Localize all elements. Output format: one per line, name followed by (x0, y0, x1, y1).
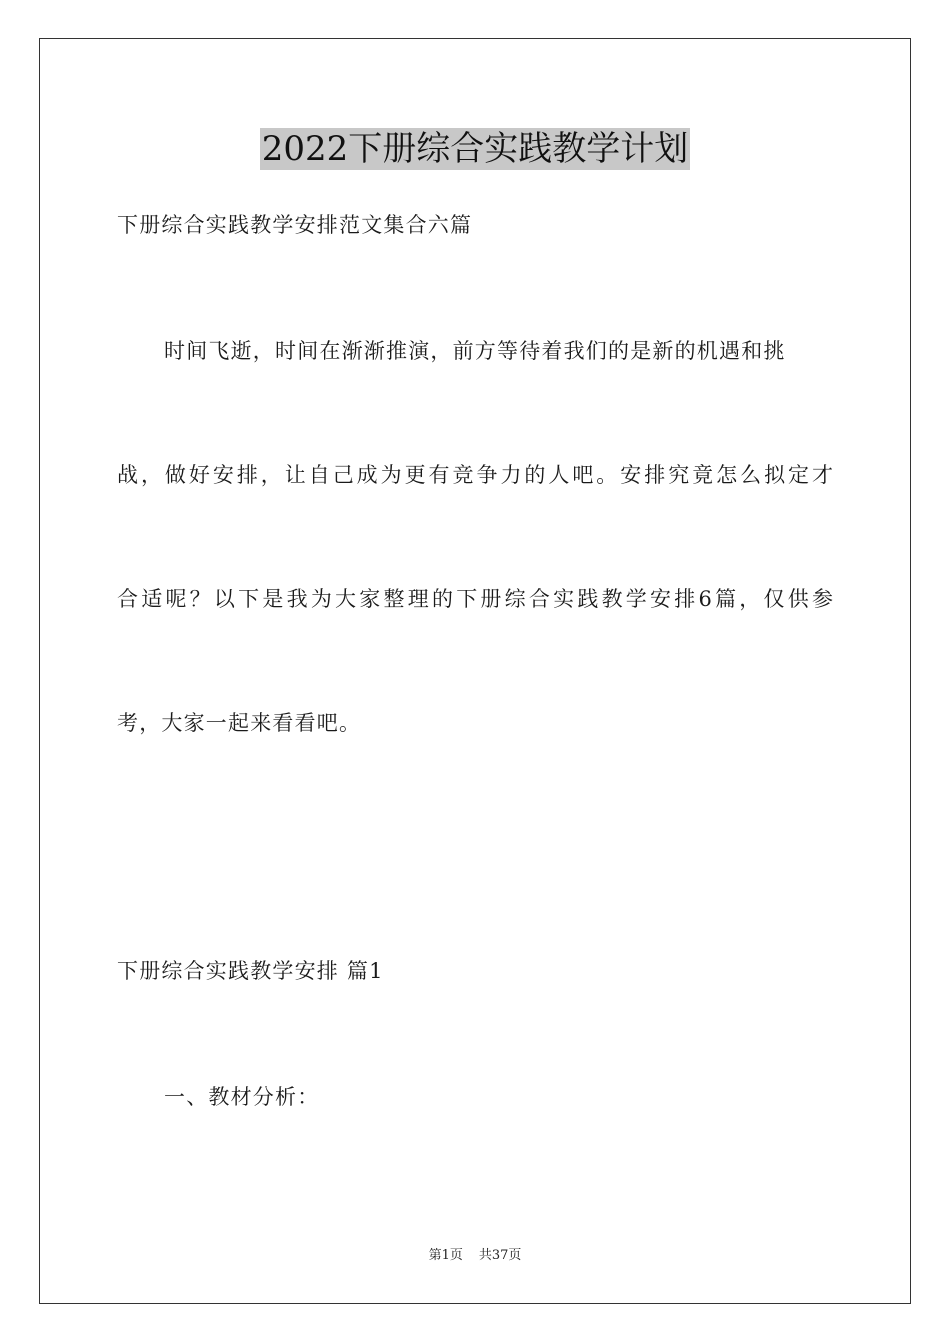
page-number: 第1页 (428, 1248, 463, 1263)
intro-line-3: 合适呢？以下是我为大家整理的下册综合实践教学安排6篇，仅供参 (117, 587, 833, 611)
intro-line-2: 战，做好安排，让自己成为更有竞争力的人吧。安排究竟怎么拟定才 (117, 463, 833, 487)
page-footer (0, 1247, 950, 1265)
sub-heading: 一、教材分析： (164, 1085, 320, 1109)
title-container (0, 128, 950, 170)
section-heading: 下册综合实践教学安排 篇1 (117, 959, 384, 983)
document-title: 2022下册综合实践教学计划 (261, 129, 689, 169)
document-subtitle: 下册综合实践教学安排范文集合六篇 (117, 213, 473, 237)
intro-line-4: 考，大家一起来看看吧。 (117, 711, 362, 735)
page-total: 共37页 (478, 1248, 522, 1263)
intro-line-1: 时间飞逝，时间在渐渐推演，前方等待着我们的是新的机遇和挑 (164, 339, 786, 363)
